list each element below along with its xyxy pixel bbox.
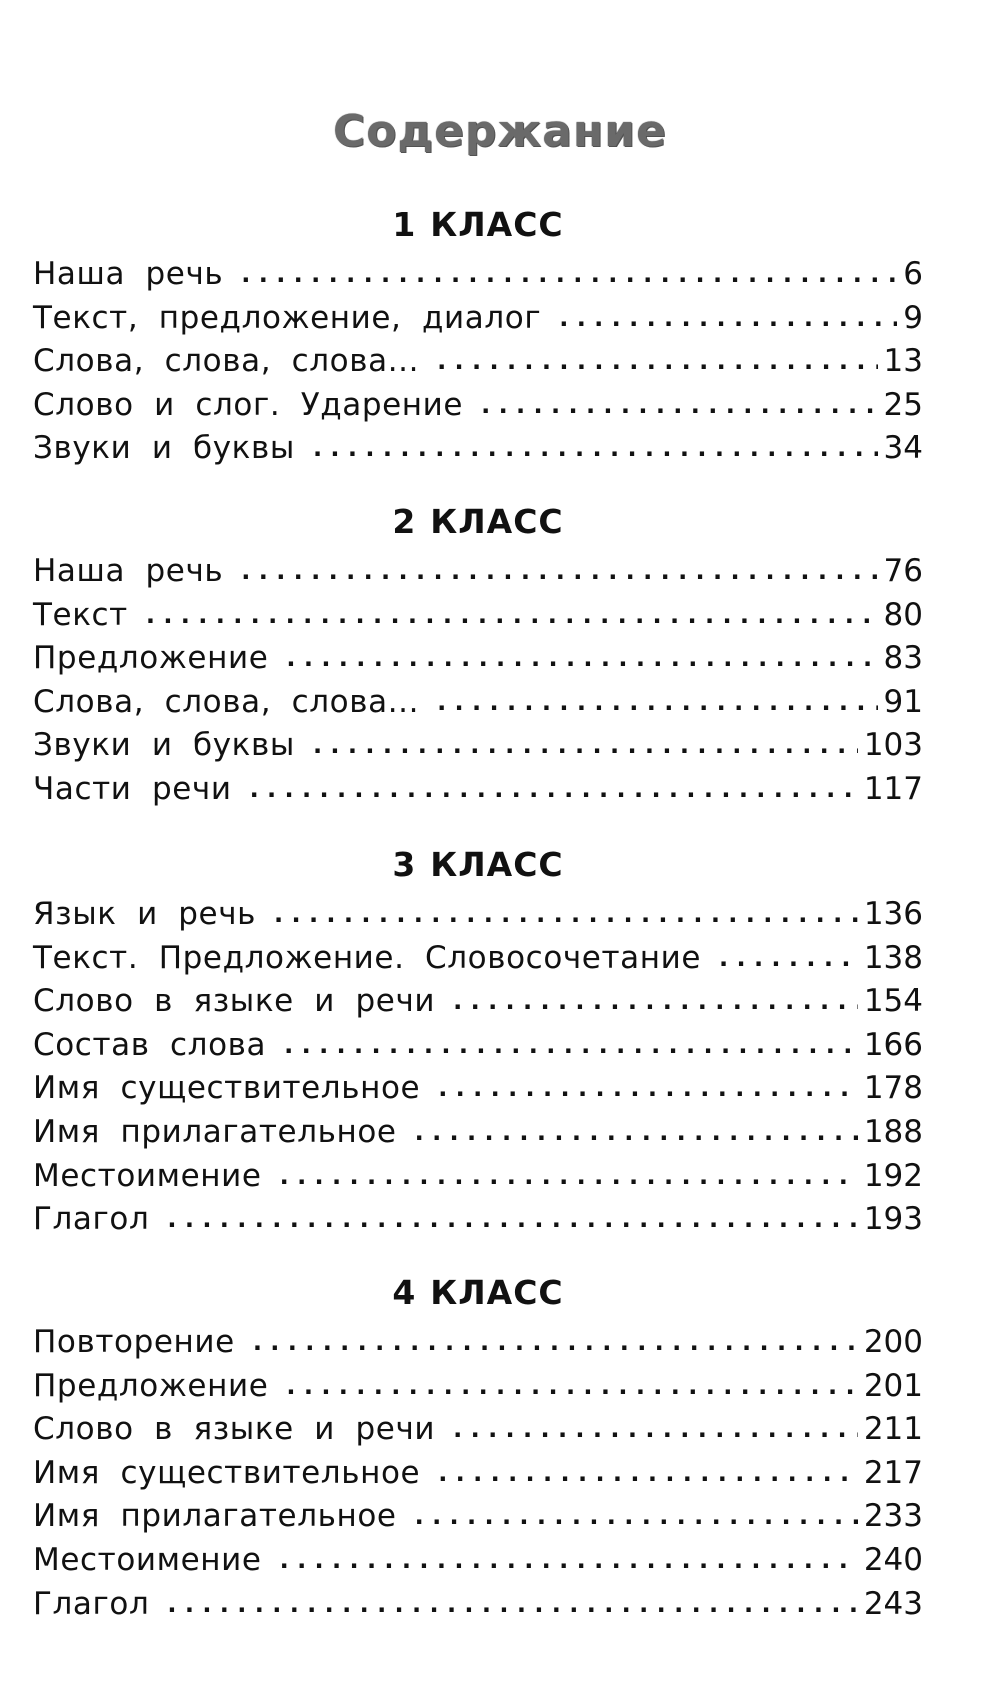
- toc-entry[interactable]: [33, 384, 923, 428]
- dot-leader: [437, 681, 877, 725]
- toc-entry[interactable]: [33, 937, 923, 981]
- dot-leader: [274, 893, 858, 937]
- toc-entry-title: Предложение: [33, 640, 269, 677]
- grade-number: 1: [392, 205, 417, 244]
- toc-entry-page: 240: [863, 1541, 923, 1578]
- dot-leader: [253, 1321, 858, 1365]
- toc-entry-page: 34: [883, 430, 923, 467]
- toc-entry[interactable]: [33, 1408, 923, 1452]
- toc-entry[interactable]: [33, 724, 923, 768]
- grade-label: КЛАСС: [430, 1273, 564, 1312]
- toc-entry-page: 211: [863, 1411, 923, 1448]
- toc-entry-page: 217: [863, 1454, 923, 1491]
- toc-entry[interactable]: [33, 1321, 923, 1365]
- toc-entry-title: Местоимение: [33, 1157, 262, 1194]
- toc-entry[interactable]: [33, 980, 923, 1024]
- toc-entry[interactable]: [33, 1452, 923, 1496]
- toc-entry-page: 76: [883, 553, 923, 589]
- grade-label: КЛАСС: [430, 845, 564, 884]
- toc-entry-page: 166: [863, 1026, 923, 1063]
- dot-leader: [453, 1408, 858, 1452]
- toc-entry-title: Текст. Предложение. Словосочетание: [33, 939, 702, 976]
- dot-leader: [241, 550, 877, 594]
- toc-entry-page: 91: [883, 683, 923, 720]
- toc-entry[interactable]: [33, 340, 923, 384]
- toc-entry-title: Предложение: [33, 1367, 269, 1404]
- toc-entry-page: 178: [863, 1070, 923, 1107]
- dot-leader: [438, 1067, 858, 1111]
- dot-leader: [481, 384, 877, 428]
- toc-entry-page: 200: [863, 1324, 923, 1360]
- toc-entry[interactable]: [33, 1067, 923, 1111]
- grade-section-1: [33, 205, 923, 471]
- toc-entry-title: Текст, предложение, диалог: [33, 299, 542, 336]
- toc-entry[interactable]: [33, 893, 923, 937]
- toc-entry-title: Слова, слова, слова...: [33, 343, 420, 380]
- toc-entry[interactable]: [33, 1111, 923, 1155]
- toc-entry-page: 13: [883, 343, 923, 380]
- grade-number: 2: [392, 502, 417, 541]
- toc-entry-title: Наша речь: [33, 256, 224, 292]
- toc-entry-page: 193: [863, 1201, 923, 1238]
- dot-leader: [286, 637, 877, 681]
- dot-leader: [453, 980, 858, 1024]
- toc-entry-page: 154: [863, 983, 923, 1020]
- toc-entry-page: 201: [863, 1367, 923, 1404]
- toc-entry[interactable]: [33, 427, 923, 471]
- dot-leader: [167, 1583, 857, 1627]
- toc-entry[interactable]: [33, 1495, 923, 1539]
- toc-entry[interactable]: [33, 637, 923, 681]
- dot-leader: [284, 1024, 858, 1068]
- toc-entry-page: 80: [883, 596, 923, 633]
- toc-entry-page: 192: [863, 1157, 923, 1194]
- toc-entry-title: Текст: [33, 596, 128, 633]
- toc-entry-page: 6: [903, 256, 923, 292]
- section-heading: [33, 845, 923, 885]
- toc-entry-page: 117: [863, 770, 923, 807]
- toc-entry-page: 138: [863, 939, 923, 976]
- section-heading: [33, 502, 923, 542]
- grade-section-3: [33, 845, 923, 1242]
- toc-entry[interactable]: [33, 1024, 923, 1068]
- dot-leader: [280, 1539, 858, 1583]
- toc-entry[interactable]: [33, 1539, 923, 1583]
- toc-entry-page: 103: [863, 727, 923, 764]
- grade-label: КЛАСС: [430, 205, 564, 244]
- toc-entry-title: Звуки и буквы: [33, 727, 295, 764]
- toc-entry[interactable]: [33, 1583, 923, 1627]
- toc-entry-title: Имя прилагательное: [33, 1113, 397, 1150]
- grade-number: 3: [392, 845, 417, 884]
- toc-entry[interactable]: [33, 550, 923, 594]
- toc-entry-title: Язык и речь: [33, 896, 257, 932]
- toc-entry[interactable]: [33, 594, 923, 638]
- toc-entry-title: Звуки и буквы: [33, 430, 295, 467]
- dot-leader: [250, 768, 858, 812]
- dot-leader: [313, 427, 878, 471]
- dot-leader: [146, 594, 878, 638]
- grade-number: 4: [392, 1273, 417, 1312]
- dot-leader: [415, 1495, 858, 1539]
- section-heading: [33, 1273, 923, 1313]
- toc-entry-page: 188: [863, 1113, 923, 1150]
- toc-entry-title: Части речи: [33, 770, 232, 807]
- toc-entry-page: 136: [863, 896, 923, 932]
- toc-entry[interactable]: [33, 1365, 923, 1409]
- toc-entry-title: Наша речь: [33, 553, 224, 589]
- toc-entry-title: Слова, слова, слова...: [33, 683, 420, 720]
- toc-entry-title: Слово в языке и речи: [33, 983, 436, 1020]
- page-title: Содержание: [333, 106, 667, 157]
- toc-entry-title: Местоимение: [33, 1541, 262, 1578]
- dot-leader: [241, 253, 897, 297]
- toc-entry-title: Имя прилагательное: [33, 1498, 397, 1535]
- toc-entry-page: 83: [883, 640, 923, 677]
- section-heading: [33, 205, 923, 245]
- toc-entry-title: Глагол: [33, 1585, 150, 1622]
- dot-leader: [437, 340, 877, 384]
- toc-entry-title: Слово и слог. Ударение: [33, 386, 464, 423]
- toc-entry[interactable]: [33, 768, 923, 812]
- grade-section-4: [33, 1273, 923, 1626]
- toc-entry-title: Глагол: [33, 1201, 150, 1238]
- dot-leader: [415, 1111, 858, 1155]
- toc-entry-title: Слово в языке и речи: [33, 1411, 436, 1448]
- dot-leader: [719, 937, 858, 981]
- toc-entry[interactable]: [33, 1198, 923, 1242]
- toc-entry-page: 243: [863, 1585, 923, 1622]
- dot-leader: [167, 1198, 857, 1242]
- toc-entry-page: 233: [863, 1498, 923, 1535]
- toc-entry-title: Состав слова: [33, 1026, 267, 1063]
- dot-leader: [559, 297, 897, 341]
- toc-entry-title: Повторение: [33, 1324, 235, 1360]
- toc-entry-title: Имя существительное: [33, 1070, 421, 1107]
- toc-entry[interactable]: [33, 253, 923, 297]
- toc-entry-page: 25: [883, 386, 923, 423]
- toc-entry[interactable]: [33, 1155, 923, 1199]
- toc-entry[interactable]: [33, 681, 923, 725]
- dot-leader: [438, 1452, 858, 1496]
- grade-section-2: [33, 502, 923, 812]
- grade-label: КЛАСС: [430, 502, 564, 541]
- toc-entry-page: 9: [903, 299, 923, 336]
- dot-leader: [280, 1155, 858, 1199]
- toc-entry-title: Имя существительное: [33, 1454, 421, 1491]
- toc-entry[interactable]: [33, 297, 923, 341]
- dot-leader: [286, 1365, 857, 1409]
- dot-leader: [313, 724, 858, 768]
